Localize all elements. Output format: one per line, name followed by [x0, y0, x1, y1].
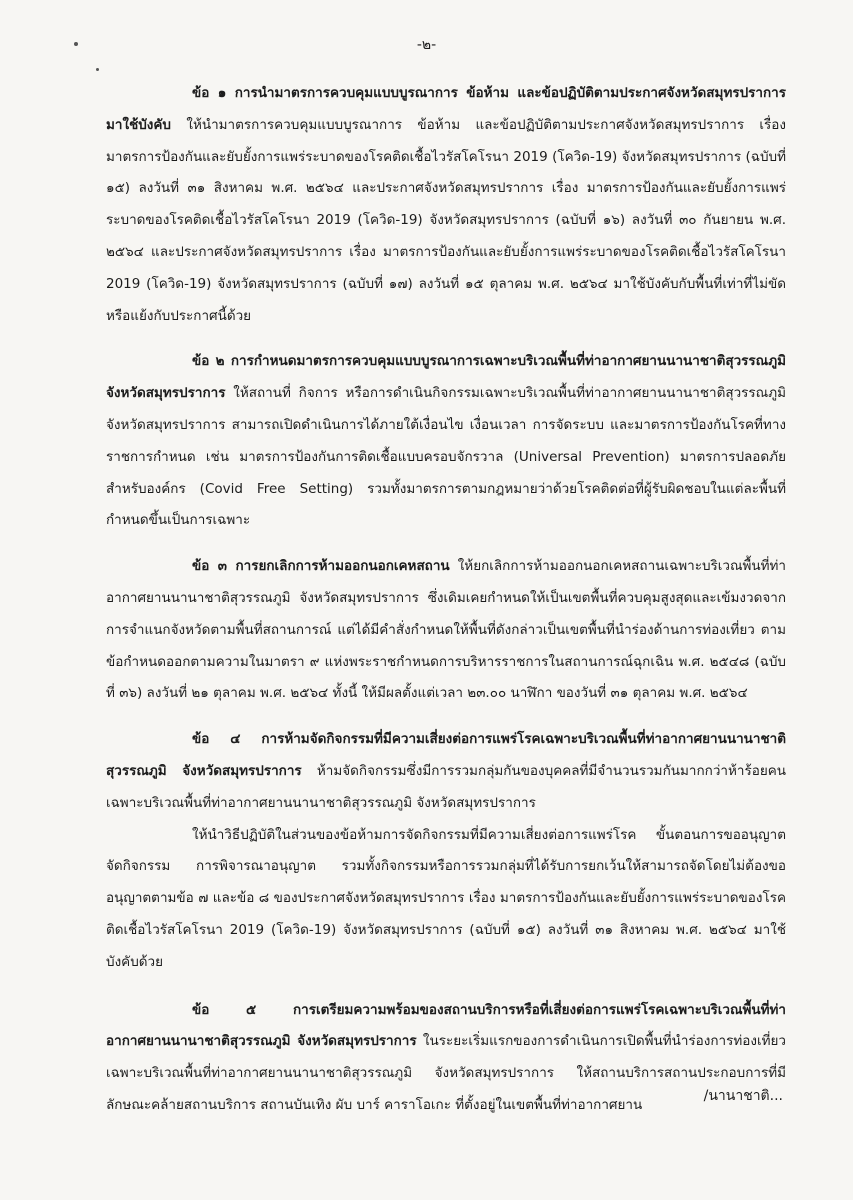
clause-2 — [106, 346, 786, 537]
clause-4 — [106, 724, 786, 819]
clause-4-heading: ข้อ ๔ การห้ามจัดกิจกรรมที่มีความเสี่ยงต่อการแพร่โรคเฉพาะบริเวณพื้นที่ท่าอากาศยานนานาชาติสุวรรณภูมิ จังหวัดสมุทรปราการ — [106, 731, 786, 779]
page-number: -๒- — [416, 37, 437, 53]
clause-2-heading: ข้อ ๒ การกำหนดมาตรการควบคุมแบบบูรณาการเฉพาะบริเวณพื้นที่ท่าอากาศยานนานาชาติสุวรรณภูมิ จังหวัดสมุทรปราการ — [106, 353, 786, 402]
clause-4-paragraph-2 — [106, 820, 786, 979]
clause-3-heading: ข้อ ๓ การยกเลิกการห้ามออกนอกเคหสถาน — [192, 558, 450, 575]
scan-speck — [96, 68, 99, 71]
clause-1-body: ให้นำมาตรการควบคุมแบบบูรณาการ ข้อห้าม และข้อปฏิบัติตามประกาศจังหวัดสมุทรปราการ เรื่อง มาตรการป้องกันและยับยั้งการแพร่ระบาดของโรคติดเชื้อไวรัสโคโรนา 2019 (โควิด-19) จังหวัดสมุทรปราการ (ฉบับที่ ๑๕) ลงวันที่ ๓๑ สิงหาคม พ.ศ. ๒๕๖๔ และประกาศจังหวัดสมุทรปราการ เรื่อง มาตรการป้องกันและยับยั้งการแพร่ระบาดของโรคติดเชื้อไวรัสโคโรนา 2019 (โควิด-19) จังหวัดสมุทรปราการ (ฉบับที่ ๑๖) ลงวันที่ ๓๐ กันยายน พ.ศ. ๒๕๖๔ และประกาศจังหวัดสมุทรปราการ เรื่อง มาตรการป้องกันและยับยั้งการแพร่ระบาดของโรคติดเชื้อไวรัสโคโรนา 2019 (โควิด-19) จังหวัดสมุทรปราการ (ฉบับที่ ๑๗) ลงวันที่ ๑๕ ตุลาคม พ.ศ. ๒๕๖๔ มาใช้บังคับกับพื้นที่เท่าที่ไม่ขัดหรือแย้งกับประกาศนี้ด้วย — [106, 116, 786, 324]
document-body — [106, 78, 786, 1122]
clause-2-body: ให้สถานที่ กิจการ หรือการดำเนินกิจกรรมเฉพาะบริเวณพื้นที่ท่าอากาศยานนานาชาติสุวรรณภูมิ จังหวัดสมุทรปราการ สามารถเปิดดำเนินการได้ภายใต้เงื่อนไข เงื่อนเวลา การจัดระบบ และมาตรการป้องกันโรคที่ทางราชการกำหนด เช่น มาตรการป้องกันการติดเชื้อแบบครอบจักรวาล (Universal Prevention) มาตรการปลอดภัยสำหรับองค์กร (Covid Free Setting) รวมทั้งมาตรการตามกฎหมายว่าด้วยโรคติดต่อที่ผู้รับผิดชอบในแต่ละพื้นที่กำหนดขึ้นเป็นการเฉพาะ — [106, 385, 786, 529]
clause-5 — [106, 995, 786, 1122]
clause-1-heading: ข้อ ๑ การนำมาตรการควบคุมแบบบูรณาการ ข้อห้าม และข้อปฏิบัติตามประกาศจังหวัดสมุทรปราการมาใช้บังคับ — [106, 85, 786, 133]
clause-5-heading: ข้อ ๕ การเตรียมความพร้อมของสถานบริการหรือที่เสี่ยงต่อการแพร่โรคเฉพาะบริเวณพื้นที่ท่าอากาศยานนานาชาติสุวรรณภูมิ จังหวัดสมุทรปราการ — [106, 1001, 786, 1050]
clause-3 — [106, 551, 786, 710]
clause-4-body-2: ให้นำวิธีปฏิบัติในส่วนของข้อห้ามการจัดกิจกรรมที่มีความเสี่ยงต่อการแพร่โรค ขั้นตอนการขออนุญาตจัดกิจกรรม การพิจารณาอนุญาต รวมทั้งกิจกรรมหรือการรวมกลุ่มที่ได้รับการยกเว้นให้สามารถจัดโดยไม่ต้องขออนุญาตตามข้อ ๗ และข้อ ๘ ของประกาศจังหวัดสมุทรปราการ เรื่อง มาตรการป้องกันและยับยั้งการแพร่ระบาดของโรคติดเชื้อไวรัสโคโรนา 2019 (โควิด-19) จังหวัดสมุทรปราการ (ฉบับที่ ๑๕) ลงวันที่ ๓๑ สิงหาคม พ.ศ. ๒๕๖๔ มาใช้บังคับด้วย — [106, 826, 786, 970]
continuation-note: /นานาชาติ... — [703, 1088, 783, 1104]
clause-5-body: ในระยะเริ่มแรกของการดำเนินการเปิดพื้นที่นำร่องการท่องเที่ยวเฉพาะบริเวณพื้นที่ท่าอากาศยานนานาชาติสุวรรณภูมิ จังหวัดสมุทรปราการ ให้สถานบริการสถานประกอบการที่มีลักษณะคล้ายสถานบริการ สถานบันเทิง ผับ บาร์ คาราโอเกะ ที่ตั้งอยู่ในเขตพื้นที่ท่าอากาศยาน — [106, 1033, 786, 1113]
clause-4-body: ห้ามจัดกิจกรรมซึ่งมีการรวมกลุ่มกันของบุคคลที่มีจำนวนรวมกันมากกว่าห้าร้อยคนเฉพาะบริเวณพื้นที่ท่าอากาศยานนานาชาติสุวรรณภูมิ จังหวัดสมุทรปราการ — [106, 762, 786, 811]
clause-3-body: ให้ยกเลิกการห้ามออกนอกเคหสถานเฉพาะบริเวณพื้นที่ท่าอากาศยานนานาชาติสุวรรณภูมิ จังหวัดสมุทรปราการ ซึ่งเดิมเคยกำหนดให้เป็นเขตพื้นที่ควบคุมสูงสุดและเข้มงวดจากการจำแนกจังหวัดตามพื้นที่สถานการณ์ แต่ได้มีคำสั่งกำหนดให้พื้นที่ดังกล่าวเป็นเขตพื้นที่นำร่องด้านการท่องเที่ยว ตามข้อกำหนดออกตามความในมาตรา ๙ แห่งพระราชกำหนดการบริหารราชการในสถานการณ์ฉุกเฉิน พ.ศ. ๒๕๔๘ (ฉบับที่ ๓๖) ลงวันที่ ๒๑ ตุลาคม พ.ศ. ๒๕๖๔ ทั้งนี้ ให้มีผลตั้งแต่เวลา ๒๓.๐๐ นาฬิกา ของวันที่ ๓๑ ตุลาคม พ.ศ. ๒๕๖๔ — [106, 558, 786, 702]
clause-1 — [106, 78, 786, 332]
